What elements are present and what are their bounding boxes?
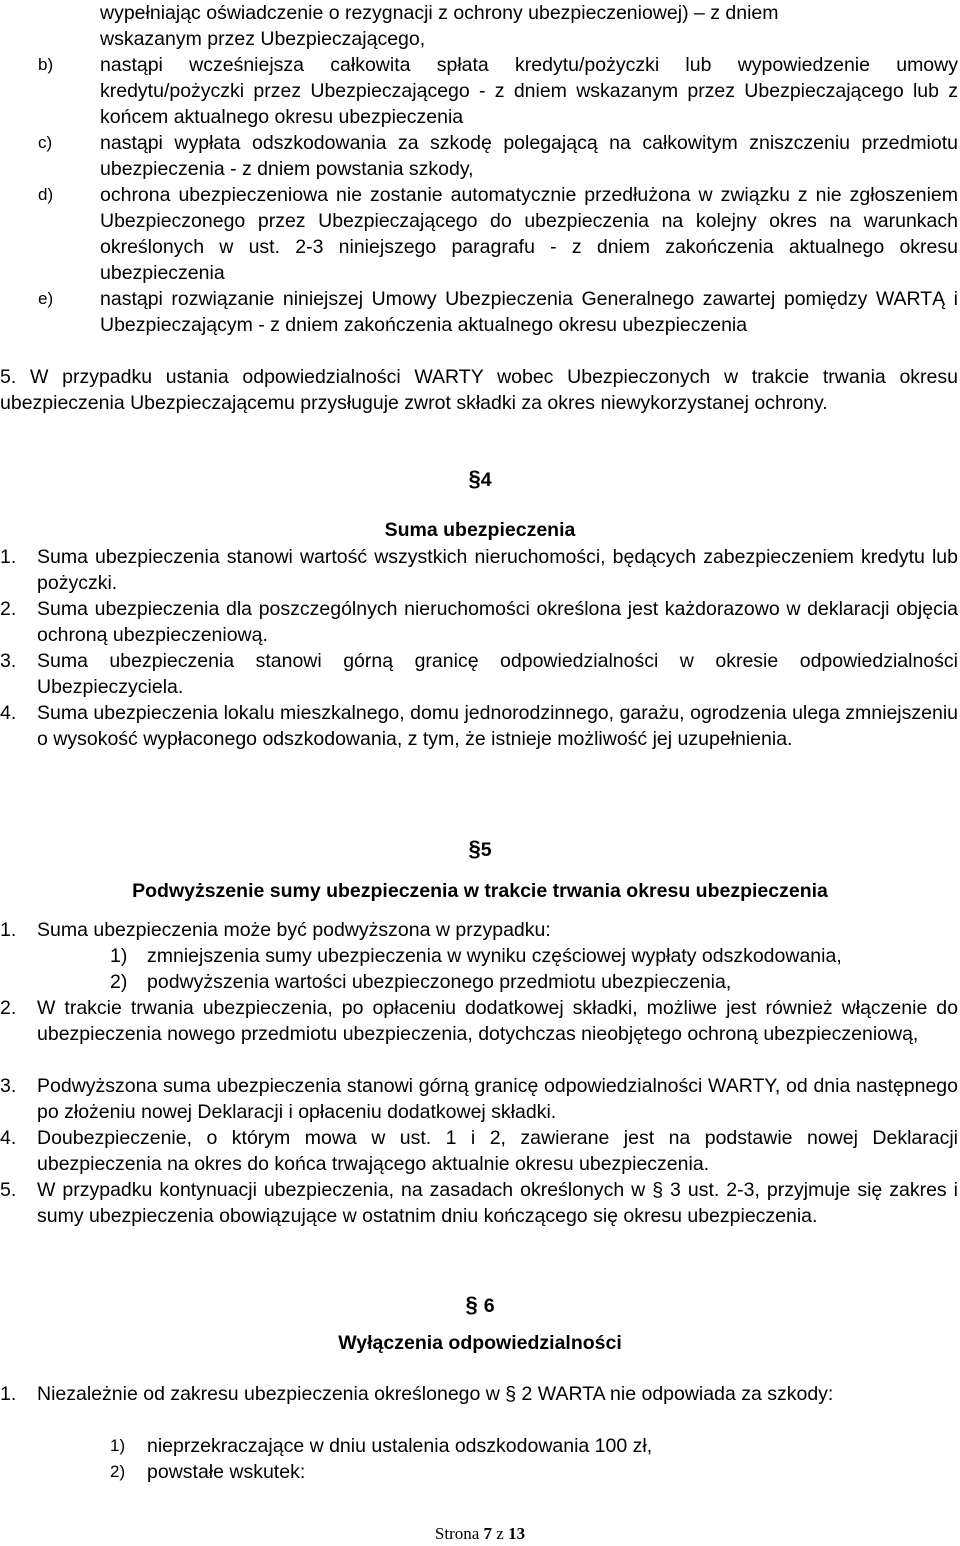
s6-sub-2-text: powstałe wskutek: <box>147 1461 306 1483</box>
s5-item-2-label: 2. <box>0 997 17 1019</box>
s5-item-2-text: W trakcie trwania ubezpieczenia, po opłaceniu dodatkowej składki, możliwe jest również włączenie do ubezpieczenia nowego przedmiotu ubezpieczenia, dotychczas nieobjętego ochroną ubezpieczeniową, <box>37 997 958 1045</box>
s5-sub-2-text: podwyższenia wartości ubezpieczonego przedmiotu ubezpieczenia, <box>147 971 732 993</box>
page-footer <box>0 1524 960 1544</box>
item-c-label: c) <box>38 133 53 152</box>
s6-sub-1-text: nieprzekraczające w dniu ustalenia odszkodowania 100 zł, <box>147 1435 653 1457</box>
item-c-text: nastąpi wypłata odszkodowania za szkodę polegającą na całkowitym zniszczeniu przedmiotu ubezpieczenia - z dniem powstania szkody, <box>100 132 958 180</box>
item-e-label: e) <box>38 289 54 308</box>
s5-item-1-text: Suma ubezpieczenia może być podwyższona w przypadku: <box>37 919 551 941</box>
s4-item-4-text: Suma ubezpieczenia lokalu mieszkalnego, domu jednorodzinnego, garażu, ogrodzenia ulega zmniejszeniu o wysokość wypłaconego odszkodowania, z tym, że istnieje możliwość jej uzupełnienia. <box>37 702 958 750</box>
section-5-heading <box>0 836 960 863</box>
footer-prefix: Strona <box>434 1524 480 1543</box>
section-4-heading <box>0 466 960 493</box>
item-5-label: 5. <box>0 366 17 388</box>
s4-item-3-text: Suma ubezpieczenia stanowi górną granicę odpowiedzialności w okresie odpowiedzialności Ubezpieczyciela. <box>37 650 958 698</box>
s4-item-4-label: 4. <box>0 702 17 724</box>
section-sign: § <box>468 836 481 861</box>
footer-separator: z <box>496 1524 504 1543</box>
s4-item-2-label: 2. <box>0 598 17 620</box>
section-number: 5 <box>480 839 492 861</box>
s5-sub-1-text: zmniejszenia sumy ubezpieczenia w wyniku częściowej wypłaty odszkodowania, <box>147 945 842 967</box>
s6-item-1-label: 1. <box>0 1383 17 1405</box>
item-b-text: nastąpi wcześniejsza całkowita spłata kredytu/pożyczki lub wypowiedzenie umowy kredytu/pożyczki przez Ubezpieczającego - z dniem wskazanym przez Ubezpieczającego lub z końcem aktualnego okresu ubezpieczenia <box>100 54 958 128</box>
section-number: 6 <box>483 1295 495 1317</box>
s5-sub-2-label: 2) <box>110 971 128 993</box>
section-sign: § <box>465 1292 478 1317</box>
s5-item-5-label: 5. <box>0 1179 17 1201</box>
s5-sub-1-label: 1) <box>110 945 128 967</box>
footer-total-pages: 13 <box>508 1524 526 1543</box>
s6-item-1-text: Niezależnie od zakresu ubezpieczenia określonego w § 2 WARTA nie odpowiada za szkody: <box>37 1383 834 1405</box>
intro-line-1: wypełniając oświadczenie o rezygnacji z ochrony ubezpieczeniowej) – z dniem <box>100 2 779 24</box>
s4-item-1-text: Suma ubezpieczenia stanowi wartość wszystkich nieruchomości, będących zabezpieczeniem kredytu lub pożyczki. <box>37 546 958 594</box>
item-d-label: d) <box>38 185 54 204</box>
s4-item-3-label: 3. <box>0 650 17 672</box>
item-e-text: nastąpi rozwiązanie niniejszej Umowy Ubezpieczenia Generalnego zawartej pomiędzy WARTĄ i Ubezpieczającym - z dniem zakończenia aktualnego okresu ubezpieczenia <box>100 288 958 336</box>
s4-item-2-text: Suma ubezpieczenia dla poszczególnych nieruchomości określona jest każdorazowo w deklaracji objęcia ochroną ubezpieczeniową. <box>37 598 958 646</box>
section-6-heading <box>0 1292 960 1319</box>
s5-item-1-label: 1. <box>0 919 17 941</box>
s5-item-4-text: Doubezpieczenie, o którym mowa w ust. 1 i 2, zawierane jest na podstawie nowej Deklaracji ubezpieczenia na okres do końca trwającego aktualnie okresu ubezpieczenia. <box>37 1127 958 1175</box>
s4-item-1-label: 1. <box>0 546 17 568</box>
s6-sub-2-label: 2) <box>110 1462 126 1481</box>
section-5-title: Podwyższenie sumy ubezpieczenia w trakcie trwania okresu ubezpieczenia <box>132 880 828 902</box>
s5-item-3-text: Podwyższona suma ubezpieczenia stanowi górną granicę odpowiedzialności WARTY, od dnia następnego po złożeniu nowej Deklaracji i opłaceniu dodatkowej składki. <box>37 1075 958 1123</box>
s6-sub-1-label: 1) <box>110 1436 126 1455</box>
s5-item-5-text: W przypadku kontynuacji ubezpieczenia, na zasadach określonych w § 3 ust. 2-3, przyjmuje się zakres i sumy ubezpieczenia obowiązujące w ostatnim dniu kończącego się okresu ubezpieczenia. <box>37 1179 958 1227</box>
intro-paragraph <box>100 0 958 26</box>
section-4-title: Suma ubezpieczenia <box>384 519 576 541</box>
section-sign: § <box>468 466 481 491</box>
item-d-text: ochrona ubezpieczeniowa nie zostanie automatycznie przedłużona w związku z nie zgłoszeniem Ubezpieczonego przez Ubezpieczającego do ubezpieczenia na kolejny okres na warunkach określonych w ust. 2-3 niniejszego paragrafu - z dniem zakończenia aktualnego okresu ubezpieczenia <box>100 184 958 284</box>
s5-item-3-label: 3. <box>0 1075 17 1097</box>
s5-item-4-label: 4. <box>0 1127 17 1149</box>
intro-line-2: wskazanym przez Ubezpieczającego, <box>100 28 426 50</box>
footer-page-number: 7 <box>483 1524 493 1543</box>
section-number: 4 <box>480 469 492 491</box>
section-6-title: Wyłączenia odpowiedzialności <box>338 1332 622 1354</box>
item-b-label: b) <box>38 55 54 74</box>
item-5-text: W przypadku ustania odpowiedzialności WARTY wobec Ubezpieczonych w trakcie trwania okresu ubezpieczenia Ubezpieczającemu przysługuje zwrot składki za okres niewykorzystanej ochrony. <box>0 366 958 414</box>
